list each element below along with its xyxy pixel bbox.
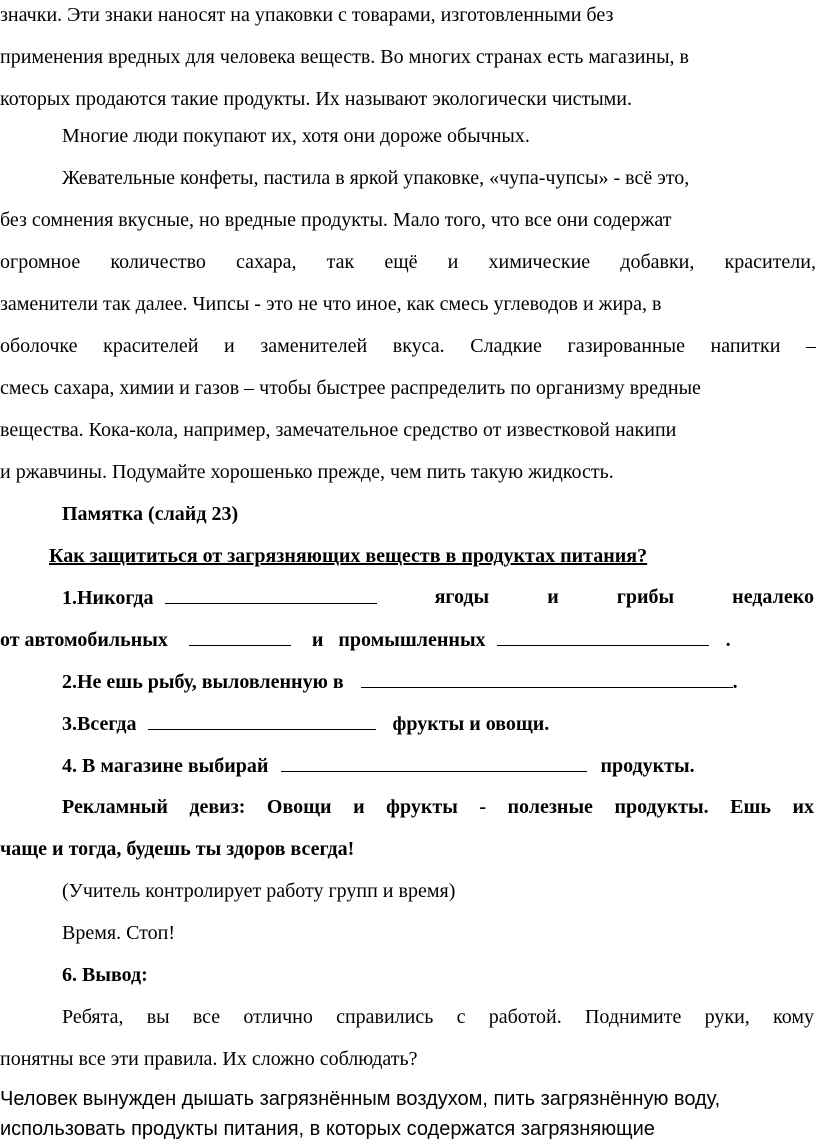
memo-item1-blank3[interactable] — [497, 627, 709, 646]
para3-line8 — [0, 460, 614, 484]
para3-line5 — [0, 334, 816, 358]
teacher-note — [62, 879, 455, 903]
memo-question — [49, 544, 647, 568]
memo-item1-blank2[interactable] — [189, 627, 291, 646]
para3-line5-text: оболочке красителей и заменителей вкуса. Сладкие газированные напитки – — [0, 335, 816, 357]
memo-item1-word-near: недалеко — [732, 586, 814, 608]
conclusion-line2 — [0, 1047, 417, 1071]
memo-item4-prefix: 4. В магазине выбирай — [62, 755, 269, 777]
para1-line2-text: применения вредных для человека веществ. Во многих странах есть магазины, в — [0, 46, 690, 68]
memo-item3 — [62, 711, 549, 736]
memo-item1-industrial: промышленных — [338, 629, 486, 651]
para3-line1-text: Жевательные конфеты, пастила в яркой упаковке, «чупа-чупсы» - всё это, — [62, 167, 690, 189]
para3-line7 — [0, 418, 676, 442]
memo-question-text: Как защититься от загрязняющих веществ в продуктах питания? — [49, 545, 648, 567]
memo-heading — [62, 502, 238, 526]
memo-item2-prefix: 2.Не ешь рыбу, выловленную в — [62, 671, 344, 693]
conclusion-line1-text: Ребята, вы все отлично справились с работой. Поднимите руки, кому — [62, 1006, 814, 1028]
memo-motto-line2 — [0, 837, 354, 861]
para1-line1-text: значки. Эти знаки наносят на упаковки с товарами, изготовленными без — [0, 4, 614, 26]
memo-item1-prefix: 1.Никогда — [62, 587, 154, 609]
memo-item1-line1 — [62, 585, 814, 610]
para3-line2 — [0, 208, 671, 232]
memo-motto-line1 — [62, 795, 814, 819]
memo-item1-blank1[interactable] — [165, 585, 377, 604]
memo-item4 — [62, 753, 695, 778]
memo-item1-word-mushrooms: грибы — [616, 586, 675, 608]
memo-heading-text: Памятка (слайд 23) — [62, 503, 239, 525]
final-line1-text: Человек вынужден дышать загрязнённым воздухом, пить загрязнённую воду, — [0, 1088, 721, 1110]
time-stop-text: Время. Стоп! — [62, 922, 175, 944]
final-line2-text: использовать продукты питания, в которых содержатся загрязняющие — [0, 1118, 655, 1140]
memo-item1-period: . — [725, 629, 731, 651]
memo-item3-suffix: фрукты и овощи. — [392, 713, 550, 735]
memo-item1-line2 — [0, 627, 731, 652]
para3-line3-text: огромное количество сахара, так ещё и химические добавки, красители, — [0, 251, 816, 273]
conclusion-heading-text: 6. Вывод: — [62, 964, 148, 986]
memo-item3-prefix: 3.Всегда — [62, 713, 137, 735]
conclusion-line2-text: понятны все эти правила. Их сложно соблюдать? — [0, 1048, 418, 1070]
memo-item2 — [62, 669, 738, 694]
para3-line8-text: и ржавчины. Подумайте хорошенько прежде, чем пить такую жидкость. — [0, 461, 614, 483]
para1-line1 — [0, 3, 816, 27]
para2-text: Многие люди покупают их, хотя они дороже обычных. — [62, 125, 530, 147]
para3-line3 — [0, 250, 816, 274]
memo-motto-line2-text: чаще и тогда, будешь ты здоров всегда! — [0, 838, 355, 860]
para2 — [62, 124, 530, 148]
para1-line3-text: которых продаются такие продукты. Их называют экологически чистыми. — [0, 88, 633, 110]
memo-item3-blank[interactable] — [148, 711, 376, 730]
para3-line2-text: без сомнения вкусные, но вредные продукты. Мало того, что все они содержат — [0, 209, 672, 231]
memo-motto-line1-text: Рекламный девиз: Овощи и фрукты - полезные продукты. Ешь их — [62, 796, 814, 818]
memo-item4-suffix: продукты. — [600, 755, 695, 777]
para1-line3 — [0, 87, 632, 111]
final-line1 — [0, 1087, 720, 1111]
memo-item1-word-berries: ягоды — [434, 586, 490, 608]
conclusion-line1 — [62, 1005, 814, 1029]
para3-line1 — [62, 166, 689, 190]
para3-line7-text: вещества. Кока-кола, например, замечательное средство от известковой накипи — [0, 419, 677, 441]
memo-item2-blank[interactable] — [361, 669, 733, 688]
time-stop — [62, 921, 175, 945]
para3-line4 — [0, 292, 662, 316]
para3-line4-text: заменители так далее. Чипсы - это не что иное, как смесь углеводов и жира, в — [0, 293, 662, 315]
para3-line6 — [0, 376, 701, 400]
memo-item4-blank[interactable] — [281, 753, 587, 772]
memo-item2-period: . — [732, 671, 738, 693]
memo-item1-and: и — [311, 629, 324, 651]
memo-item1-from-automobile: от автомобильных — [0, 629, 168, 651]
memo-item1-prefix-group — [62, 585, 377, 610]
conclusion-heading — [62, 963, 148, 987]
teacher-note-text: (Учитель контролирует работу групп и время) — [62, 880, 456, 902]
memo-item1-word-and: и — [547, 586, 559, 608]
para3-line6-text: смесь сахара, химии и газов – чтобы быстрее распределить по организму вредные — [0, 377, 701, 399]
para1-line2 — [0, 45, 689, 69]
final-line2 — [0, 1117, 655, 1141]
